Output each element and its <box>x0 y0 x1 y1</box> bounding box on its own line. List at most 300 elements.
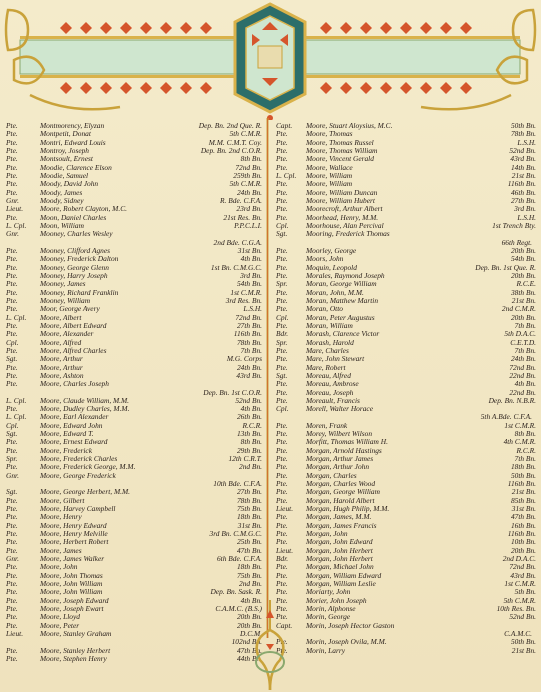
entry-rank: Pte. <box>276 537 288 547</box>
entry-unit: 18th Bn. <box>236 512 262 522</box>
entry-name: Moreau, Joseph <box>306 387 354 397</box>
entry-unit: 21st Bn. <box>511 487 536 497</box>
entry-rank: Lieut. <box>6 629 24 639</box>
entry-unit: 50th Bn. <box>510 637 536 647</box>
entry-unit: 20th Bn. <box>236 620 262 630</box>
entry-unit: 4th Bn. <box>514 379 536 389</box>
entry-unit: 43rd Bn. <box>236 370 262 380</box>
entry-name: Moore, Thomas William <box>306 145 378 155</box>
entry-rank: Gnr. <box>6 195 19 205</box>
entry-rank: Pte. <box>6 545 18 555</box>
entry-rank: Pte. <box>6 279 18 289</box>
entry-unit: 24th Bn. <box>236 362 262 372</box>
entry-name: Morales, Raymond Joseph <box>306 270 385 280</box>
entry-unit: 116th Bn. <box>507 479 536 489</box>
entry-unit: 10th Res. Bn. <box>496 604 536 614</box>
entry-unit: 47th Bn. <box>510 512 536 522</box>
entry-unit: 1st C.M.R. <box>504 420 536 430</box>
entry-unit: 21st Res. Bn. <box>223 212 262 222</box>
entry-rank: Pte. <box>276 570 288 580</box>
entry-name: Moore, Arthur <box>40 362 83 372</box>
entry-name: Moran, William <box>306 320 353 330</box>
entry-unit: R.C.R. <box>516 445 536 455</box>
entry-rank: L. Cpl. <box>6 312 27 322</box>
entry-unit: 52nd Bn. <box>509 145 536 155</box>
entry-unit: 18th Bn. <box>236 562 262 572</box>
entry-name: Montroy, Joseph <box>40 145 89 155</box>
entry-name: Moore, Alexander <box>40 329 94 339</box>
entry-unit: 52nd Bn. <box>509 612 536 622</box>
entry-name: Moore, Alfred Charles <box>40 345 107 355</box>
unit-continuation: 66th Regt. <box>501 237 532 247</box>
entry-name: Moore, John William <box>40 587 103 597</box>
entry-rank: Pte. <box>6 537 18 547</box>
entry-name: Mooney, James <box>40 279 86 289</box>
unit-continuation: 2nd Bde. C.G.A. <box>213 237 262 247</box>
entry-rank: Pte. <box>276 562 288 572</box>
entry-rank: Pte. <box>276 579 288 589</box>
entry-rank: Pte. <box>276 612 288 622</box>
entry-rank: Pte. <box>6 345 18 355</box>
entry-unit: 3rd Bn. <box>514 204 536 214</box>
entry-unit: 1st C.M.R. <box>504 579 536 589</box>
entry-name: Moore, Frederick George, M.M. <box>40 462 136 472</box>
entry-unit: 24th Bn. <box>236 187 262 197</box>
roll-entry <box>276 230 536 238</box>
entry-name: Mooring, Frederick Thomas <box>306 229 390 239</box>
entry-rank: Pte. <box>6 262 18 272</box>
entry-name: Moore, Harvey Campbell <box>40 504 116 514</box>
entry-name: Morin, Joseph Ovila, M.M. <box>306 637 387 647</box>
entry-unit: 4th C.M.R. <box>503 437 536 447</box>
entry-name: Morin, Joseph Hector Gaston <box>306 620 395 630</box>
entry-rank: L. Cpl. <box>6 220 27 230</box>
entry-name: Moore, John William <box>40 579 103 589</box>
entry-unit: 10th Bn. <box>510 537 536 547</box>
entry-name: Moore, Claude William, M.M. <box>40 395 130 405</box>
entry-unit: 259th Bn. <box>233 170 262 180</box>
entry-unit: 5th C.M.R. <box>229 129 262 139</box>
entry-rank: Pte. <box>6 562 18 572</box>
entry-rank: Pte. <box>276 462 288 472</box>
entry-rank: Pte. <box>276 295 288 305</box>
entry-name: Morell, Walter Horace <box>306 404 373 414</box>
entry-name: Moore, Henry Melville <box>40 529 108 539</box>
entry-rank: Pte. <box>276 345 288 355</box>
entry-unit: 1st Bn. C.M.G.C. <box>210 262 262 272</box>
entry-rank: Pte. <box>6 604 18 614</box>
entry-rank: Pte. <box>276 420 288 430</box>
entry-name: Moore, James <box>40 545 82 555</box>
entry-rank: Pte. <box>6 595 18 605</box>
entry-name: Moran, George William <box>306 279 377 289</box>
entry-rank: Pte. <box>6 179 18 189</box>
entry-rank: Cpl. <box>276 312 289 322</box>
entry-name: Moore, Thomas Russel <box>306 137 374 147</box>
entry-unit: 2nd C.M.R. <box>501 304 536 314</box>
entry-name: Moren, Frank <box>306 420 348 430</box>
entry-unit: 27th Bn. <box>236 487 262 497</box>
entry-name: Moreau, Alfred <box>306 370 351 380</box>
entry-unit: 7th Bn. <box>514 345 536 355</box>
entry-rank: Pte. <box>276 487 288 497</box>
entry-rank: Pte. <box>6 529 18 539</box>
entry-rank: Sgt. <box>276 370 288 380</box>
entry-rank: L. Cpl. <box>276 170 297 180</box>
entry-name: Moore, Lloyd <box>40 612 80 622</box>
entry-rank: Pte. <box>276 395 288 405</box>
entry-name: Morgan, Arthur John <box>306 462 370 472</box>
entry-rank: Pte. <box>276 262 288 272</box>
entry-name: Moore, Gilbert <box>40 495 85 505</box>
entry-rank: Sgt. <box>276 229 288 239</box>
entry-name: Morgan, Charles Wood <box>306 479 376 489</box>
entry-rank: Cpl. <box>6 337 19 347</box>
roll-of-honour-right-column <box>276 122 536 655</box>
entry-name: Moore, Albert Edward <box>40 320 107 330</box>
entry-rank: Sgt. <box>6 429 18 439</box>
entry-name: Moore, James Walker <box>40 554 105 564</box>
entry-unit: M.G. Corps <box>226 354 262 364</box>
entry-rank: Pte. <box>6 612 18 622</box>
entry-unit: 116th Bn. <box>507 179 536 189</box>
entry-unit: 14th Bn. <box>510 162 536 172</box>
entry-name: Mare, Robert <box>306 362 346 372</box>
entry-rank: Pte. <box>276 129 288 139</box>
entry-rank: Bdr. <box>276 554 289 564</box>
entry-rank: Spr. <box>6 454 18 464</box>
entry-name: Morash, Clarence Victor <box>306 329 380 339</box>
entry-name: Morgan, Hugh Philip, M.M. <box>306 504 390 514</box>
entry-name: Morin, Alphonse <box>306 604 356 614</box>
entry-unit: 20th Bn. <box>510 545 536 555</box>
entry-rank: Pte. <box>6 295 18 305</box>
entry-unit: 116th Bn. <box>507 529 536 539</box>
entry-rank: Pte. <box>276 254 288 264</box>
entry-unit: R.C.E. <box>516 279 536 289</box>
entry-name: Mooney, Richard Franklin <box>40 287 119 297</box>
entry-unit: Dep. Bn. 2nd Que. R. <box>198 121 262 130</box>
entry-unit: 31st Bn. <box>237 520 262 530</box>
entry-rank: Gnr. <box>6 470 19 480</box>
entry-unit: 13th Bn. <box>236 429 262 439</box>
entry-rank: Cpl. <box>276 220 289 230</box>
entry-name: Morgan, Harold Albert <box>306 495 375 505</box>
entry-unit: 2nd Bn. <box>239 579 262 589</box>
entry-unit: 1st C.M.R. <box>230 287 262 297</box>
entry-name: Morgan, John Edward <box>306 537 373 547</box>
entry-unit: 24th Bn. <box>510 354 536 364</box>
entry-name: Montmorency, Elyzan <box>40 121 105 130</box>
entry-rank: Pte. <box>6 495 18 505</box>
entry-rank: Pte. <box>276 587 288 597</box>
entry-unit: 72nd Bn. <box>235 312 262 322</box>
roll-of-honour-left-column <box>6 122 266 663</box>
entry-rank: Pte. <box>276 379 288 389</box>
entry-unit: 20th Bn. <box>236 612 262 622</box>
roll-entry <box>276 647 536 655</box>
entry-name: Montsoult, Ernest <box>40 154 93 164</box>
entry-rank: Pte. <box>6 437 18 447</box>
entry-rank: Bdr. <box>276 329 289 339</box>
entry-rank: Pte. <box>6 445 18 455</box>
roll-entry <box>6 630 266 638</box>
entry-unit: 16th Bn. <box>510 520 536 530</box>
entry-rank: Pte. <box>276 495 288 505</box>
entry-rank: Pte. <box>6 170 18 180</box>
entry-name: Morgan, Arnold Hastings <box>306 445 382 455</box>
entry-name: Morgan, Arthur James <box>306 454 374 464</box>
entry-rank: Pte. <box>6 370 18 380</box>
entry-name: Moquin, Leopold <box>306 262 357 272</box>
entry-unit: 50th Bn. <box>510 121 536 130</box>
entry-name: Moore, Herbert Robert <box>40 537 109 547</box>
entry-unit: C.A.M.C. (B.S.) <box>215 604 262 614</box>
entry-rank: Pte. <box>276 520 288 530</box>
entry-name: Moreau, Ambrose <box>306 379 359 389</box>
entry-unit: 31st Bn. <box>237 245 262 255</box>
entry-rank: Cpl. <box>6 420 19 430</box>
entry-rank: Pte. <box>276 595 288 605</box>
entry-unit: 78th Bn. <box>510 129 536 139</box>
entry-rank: Pte. <box>6 512 18 522</box>
entry-unit: 5th C.M.R. <box>229 179 262 189</box>
entry-rank: Pte. <box>6 504 18 514</box>
entry-name: Moore, Arthur <box>40 354 83 364</box>
entry-name: Mare, Charles <box>306 345 349 355</box>
entry-name: Moorhouse, Alan Percival <box>306 220 384 230</box>
entry-unit: C.E.T.D. <box>510 337 536 347</box>
entry-rank: Pte. <box>6 404 18 414</box>
entry-unit: 26th Bn. <box>236 412 262 422</box>
entry-unit: 20th Bn. <box>510 245 536 255</box>
entry-rank: Pte. <box>276 320 288 330</box>
entry-unit: 22nd Bn. <box>509 387 536 397</box>
entry-unit: L.S.H. <box>243 304 262 314</box>
entry-name: Moore, William <box>306 179 353 189</box>
entry-unit: Dep. Bn. 1st Que. R. <box>475 262 536 272</box>
entry-name: Moore, George Herbert, M.M. <box>40 487 130 497</box>
entry-rank: Pte. <box>6 329 18 339</box>
entry-name: Moodie, Clarence Elson <box>40 162 112 172</box>
entry-name: Moore, Joseph Edward <box>40 595 109 605</box>
entry-name: Montpetit, Donat <box>40 129 91 139</box>
entry-name: Moore, William Hubert <box>306 195 375 205</box>
entry-rank: Pte. <box>276 204 288 214</box>
entry-rank: L. Cpl. <box>6 412 27 422</box>
entry-name: Mare, John Stewart <box>306 354 365 364</box>
entry-name: Morfitt, Thomas William H. <box>306 437 388 447</box>
entry-rank: Pte. <box>6 129 18 139</box>
entry-rank: Pte. <box>6 379 18 389</box>
entry-name: Moorhead, Henry, M.M. <box>306 212 379 222</box>
entry-unit: 4th Bn. <box>240 254 262 264</box>
entry-unit: 1st Trench Bty. <box>492 220 536 230</box>
entry-name: Mooney, Frederick Dalton <box>40 254 119 264</box>
entry-unit: 5th C.M.R. <box>503 595 536 605</box>
entry-unit: 3rd Res. Bn. <box>225 295 262 305</box>
entry-rank: Pte. <box>6 570 18 580</box>
entry-name: Morin, Larry <box>306 645 346 655</box>
entry-rank: Lieut. <box>276 504 294 514</box>
entry-rank: Pte. <box>276 162 288 172</box>
entry-unit: 7th Bn. <box>514 454 536 464</box>
entry-name: Moran, John, M.M. <box>306 287 364 297</box>
entry-rank: Pte. <box>6 645 18 655</box>
entry-unit: 7th Bn. <box>240 345 262 355</box>
entry-rank: Pte. <box>6 245 18 255</box>
entry-rank: Capt. <box>276 620 293 630</box>
entry-name: Moore, Stanley Graham <box>40 629 112 639</box>
entry-name: Montri, Edward Louis <box>40 137 106 147</box>
entry-name: Moore, Wallace <box>306 162 353 172</box>
entry-unit: 46th Bn. <box>510 187 536 197</box>
entry-rank: Pte. <box>6 320 18 330</box>
entry-name: Moody, Sidney <box>40 195 84 205</box>
entry-name: Morgan, John <box>306 529 348 539</box>
entry-name: Morin, George <box>306 612 351 622</box>
entry-name: Moore, Ernest Edward <box>40 437 108 447</box>
entry-rank: Pte. <box>6 254 18 264</box>
entry-rank: Pte. <box>276 637 288 647</box>
entry-name: Moors, John <box>306 254 344 264</box>
entry-unit: Dep. Bn. 2nd C.O.R. <box>200 145 262 155</box>
entry-rank: Pte. <box>6 145 18 155</box>
entry-rank: Pte. <box>276 137 288 147</box>
entry-unit: 75th Bn. <box>236 504 262 514</box>
entry-unit: M.M. C.M.T. Coy. <box>208 137 262 147</box>
entry-name: Moore, Vincent Gerald <box>306 154 374 164</box>
entry-rank: Pte. <box>276 645 288 655</box>
entry-rank: Pte. <box>276 212 288 222</box>
entry-unit: 116th Bn. <box>233 329 262 339</box>
entry-rank: Pte. <box>6 462 18 472</box>
entry-name: Mooney, Charles Wesley <box>40 229 113 239</box>
entry-rank: Pte. <box>276 429 288 439</box>
entry-unit: L.S.H. <box>517 212 536 222</box>
entry-name: Moore, Earl Alexander <box>40 412 109 422</box>
entry-rank: Pte. <box>6 137 18 147</box>
entry-unit: R.C.R. <box>242 420 262 430</box>
entry-unit: 8th Bn. <box>514 429 536 439</box>
entry-name: Moore, Henry <box>40 512 82 522</box>
entry-rank: Pte. <box>276 179 288 189</box>
entry-name: Morgan, George William <box>306 487 380 497</box>
entry-rank: Pte. <box>6 620 18 630</box>
entry-unit: 5th D.A.C. <box>504 329 536 339</box>
entry-unit: 78th Bn. <box>236 337 262 347</box>
entry-unit: 20th Bn. <box>510 270 536 280</box>
unit-continuation: C.A.M.C. <box>504 629 532 639</box>
entry-unit: 47th Bn. <box>236 645 262 655</box>
entry-rank: Pte. <box>6 162 18 172</box>
entry-name: Moriarty, John <box>306 587 351 597</box>
entry-rank: Pte. <box>6 121 18 130</box>
entry-unit: D.C.M. <box>240 629 262 639</box>
entry-unit: 18th Bn. <box>510 462 536 472</box>
column-divider <box>266 118 269 638</box>
entry-unit: 72nd Bn. <box>509 362 536 372</box>
entry-name: Moore, John Thomas <box>40 570 103 580</box>
entry-unit: 2nd D.A.C. <box>502 554 536 564</box>
bottom-knot-ornament <box>240 600 300 692</box>
entry-unit: 4th Bn. <box>240 404 262 414</box>
entry-rank: Pte. <box>6 579 18 589</box>
entry-name: Moore, Stuart Aloysius, M.C. <box>306 121 393 130</box>
entry-name: Morgan, William Leslie <box>306 579 376 589</box>
entry-name: Morgan, Michael John <box>306 562 374 572</box>
entry-name: Moon, William <box>40 220 84 230</box>
illuminated-header-ornament <box>0 0 541 120</box>
entry-name: Moore, Ashton <box>40 370 84 380</box>
entry-rank: Pte. <box>276 479 288 489</box>
entry-unit: 3rd Bn. C.M.G.C. <box>209 529 262 539</box>
entry-rank: Pte. <box>276 270 288 280</box>
entry-unit: 3rd Bn. <box>240 270 262 280</box>
entry-name: Morgan, James, M.M. <box>306 512 372 522</box>
unit-continuation: 10th Bde. C.F.A. <box>213 479 262 489</box>
roll-entry <box>276 622 536 630</box>
entry-name: Morgan, James Francis <box>306 520 377 530</box>
unit-continuation: 5th A.Bde. C.F.A. <box>480 412 532 422</box>
entry-name: Moore, Frederick <box>40 445 92 455</box>
entry-rank: Sgt. <box>6 354 18 364</box>
entry-name: Moore, William <box>306 170 353 180</box>
entry-unit: 21st Bn. <box>511 170 536 180</box>
entry-name: Moore, William Duncan <box>306 187 378 197</box>
entry-rank: Pte. <box>276 445 288 455</box>
entry-rank: Pte. <box>276 245 288 255</box>
entry-name: Moore, Edward T. <box>40 429 94 439</box>
entry-name: Morgan, William Edward <box>306 570 382 580</box>
entry-unit: 21st Bn. <box>511 645 536 655</box>
entry-name: Morgan, John Herbert <box>306 545 373 555</box>
entry-rank: L. Cpl. <box>6 395 27 405</box>
entry-rank: Pte. <box>276 362 288 372</box>
entry-rank: Pte. <box>6 154 18 164</box>
entry-rank: Lieut. <box>276 545 294 555</box>
entry-rank: Sgt. <box>6 487 18 497</box>
entry-rank: Pte. <box>276 529 288 539</box>
entry-name: Moon, Daniel Charles <box>40 212 107 222</box>
entry-name: Moore, Joseph Ewart <box>40 604 104 614</box>
entry-name: Moore, Peter <box>40 620 80 630</box>
entry-name: Moore, Albert <box>40 312 82 322</box>
entry-rank: Lieut. <box>6 204 24 214</box>
entry-unit: 85th Bn. <box>510 495 536 505</box>
entry-name: Moran, Otto <box>306 304 343 314</box>
entry-name: Mooney, Clifford Agnes <box>40 245 111 255</box>
entry-rank: Pte. <box>6 270 18 280</box>
entry-name: Morgan, Charles <box>306 470 357 480</box>
entry-rank: Cpl. <box>276 404 289 414</box>
entry-name: Moore, Stephen Henry <box>40 654 107 663</box>
entry-unit: 78th Bn. <box>236 495 262 505</box>
entry-name: Moore, George Frederick <box>40 470 116 480</box>
entry-unit: 12th C.R.T. <box>228 454 262 464</box>
entry-rank: Pte. <box>6 362 18 372</box>
entry-name: Moore, Dudley Charles, M.M. <box>40 404 130 414</box>
entry-name: Moorecroft, Arthur Albert <box>306 204 383 214</box>
entry-rank: Spr. <box>276 279 288 289</box>
roll-entry <box>6 655 266 663</box>
entry-name: Moore, Alfred <box>40 337 82 347</box>
entry-unit: 6th Bde. C.F.A. <box>216 554 262 564</box>
entry-unit: 31st Bn. <box>511 504 536 514</box>
entry-name: Morey, Wilbert Wilson <box>306 429 373 439</box>
entry-name: Moran, Matthew Martin <box>306 295 379 305</box>
entry-name: Moorley, George <box>306 245 357 255</box>
